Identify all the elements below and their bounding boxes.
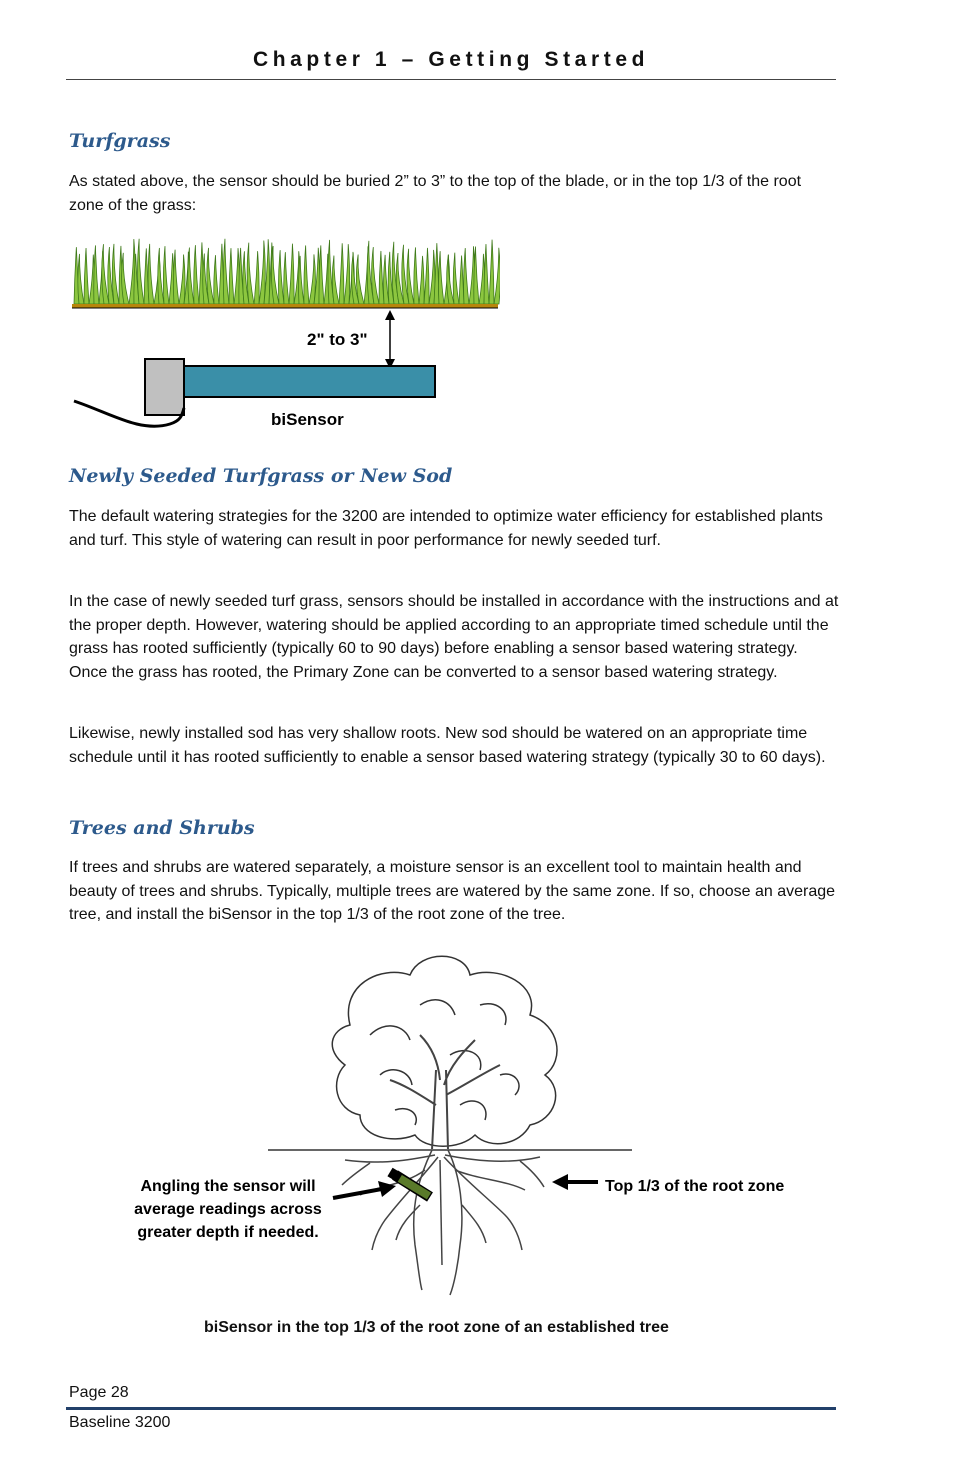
- grass-blade: [424, 248, 429, 304]
- grass-blade: [289, 244, 294, 304]
- grass-blade: [78, 254, 84, 304]
- grass-blade: [344, 244, 350, 304]
- sensor-cap: [145, 359, 184, 415]
- tree-root-figure: [120, 945, 820, 1345]
- sensor-label: biSensor: [271, 410, 344, 429]
- turf-sensor-figure: [70, 238, 500, 438]
- grass-blade: [489, 240, 494, 304]
- grass-blade: [356, 255, 364, 304]
- grass-blade: [474, 246, 479, 304]
- grass-blade: [247, 243, 254, 304]
- grass-blade: [372, 247, 379, 304]
- grass-blade: [304, 245, 309, 304]
- paragraph-turfgrass: As stated above, the sensor should be buried 2” to 3” to the top of the blade, or in the top 1/3 of the root zone of the grass:: [69, 173, 802, 214]
- tree-canopy: [332, 956, 557, 1146]
- grass-blade: [419, 256, 424, 304]
- grass-blade: [299, 256, 304, 304]
- heading-turfgrass: Turfgrass: [69, 130, 171, 152]
- grass-blade: [254, 251, 259, 304]
- grass-blade: [407, 249, 414, 304]
- grass-blade: [179, 255, 185, 304]
- page-header-title: Chapter 1 – Getting Started: [252, 48, 650, 71]
- sensor-body: [182, 366, 435, 397]
- tree-figure-caption: biSensor in the top 1/3 of the root zone of an established tree: [204, 1319, 669, 1336]
- grass-blade: [484, 244, 489, 304]
- grass-blade: [84, 248, 89, 304]
- grass-blade: [339, 243, 344, 304]
- grass-blade: [122, 253, 129, 304]
- grass-blade: [439, 251, 444, 304]
- grass-blade: [284, 252, 289, 304]
- grass-blade: [188, 248, 194, 304]
- footer-rule: [66, 1407, 836, 1410]
- grass-blade: [223, 239, 229, 304]
- grass-blade: [332, 256, 339, 304]
- grass-blade: [148, 244, 154, 304]
- grass-blade: [319, 245, 324, 304]
- grass-blade: [453, 253, 459, 304]
- grass-blade: [194, 245, 199, 304]
- depth-label: 2" to 3": [307, 330, 368, 349]
- right-callout: Top 1/3 of the root zone: [605, 1178, 785, 1195]
- footer-page-number: Page 28: [69, 1384, 129, 1401]
- grass-blade: [229, 248, 234, 304]
- soil-line: [72, 304, 498, 308]
- grass-blade: [214, 255, 219, 304]
- grass-blade: [309, 254, 315, 304]
- paragraph-new-sod-2: In the case of newly seeded turf grass, sensors should be installed in accordance with the instructions and at the proper depth. However, watering should be applied according to an appropriate timed schedule until the grass has rooted sufficiently (typically 60 to 90 days) before enabling a sensor based watering strategy. Once the grass has rooted, the Primary Zone can be converted to a sensor based watering strategy.: [69, 593, 839, 681]
- paragraph-new-sod-3: Likewise, newly installed sod has very shallow roots. New sod should be watered on an appropriate time schedule until it has rooted sufficiently to enable a sensor based watering strategy (typically 30 to 60 days).: [69, 725, 826, 766]
- paragraph-trees: If trees and shrubs are watered separately, a moisture sensor is an excellent tool to maintain health and beauty of trees and shrubs. Typically, multiple trees are watered by the same zone. If so, choose an average tree, and install the biSensor in the top 1/3 of the root zone of the tree.: [69, 859, 836, 923]
- grass-blade: [207, 248, 214, 304]
- grass-blade: [259, 241, 265, 304]
- grass-blade: [494, 248, 500, 304]
- grass-blade: [271, 246, 279, 304]
- footer-document: Baseline 3200: [69, 1414, 171, 1431]
- grass-blade: [163, 246, 169, 304]
- grass-blade: [464, 248, 469, 304]
- left-callout-line-1: Angling the sensor will: [140, 1178, 316, 1195]
- paragraph-new-sod-1: The default watering strategies for the 3200 are intended to optimize water efficiency for established plants and turf. This style of watering can result in poor performance for newly seeded turf.: [69, 508, 823, 549]
- left-callout-arrow: [333, 1189, 382, 1198]
- grass-blade: [137, 239, 144, 304]
- tree-trunk: [390, 1035, 500, 1150]
- header-rule: [66, 79, 836, 80]
- grass-blade: [414, 247, 419, 304]
- grass-blades: [74, 239, 500, 304]
- grass-blade: [278, 250, 284, 304]
- heading-trees: Trees and Shrubs: [69, 817, 255, 839]
- heading-new-sod: Newly Seeded Turfgrass or New Sod: [69, 465, 453, 487]
- tree-roots: [342, 1150, 544, 1295]
- grass-blade: [94, 245, 99, 304]
- grass-blade: [173, 250, 179, 304]
- left-callout-line-3: greater depth if needed.: [137, 1224, 319, 1241]
- left-callout-line-2: average readings across: [134, 1201, 322, 1218]
- grass-blade: [112, 244, 119, 304]
